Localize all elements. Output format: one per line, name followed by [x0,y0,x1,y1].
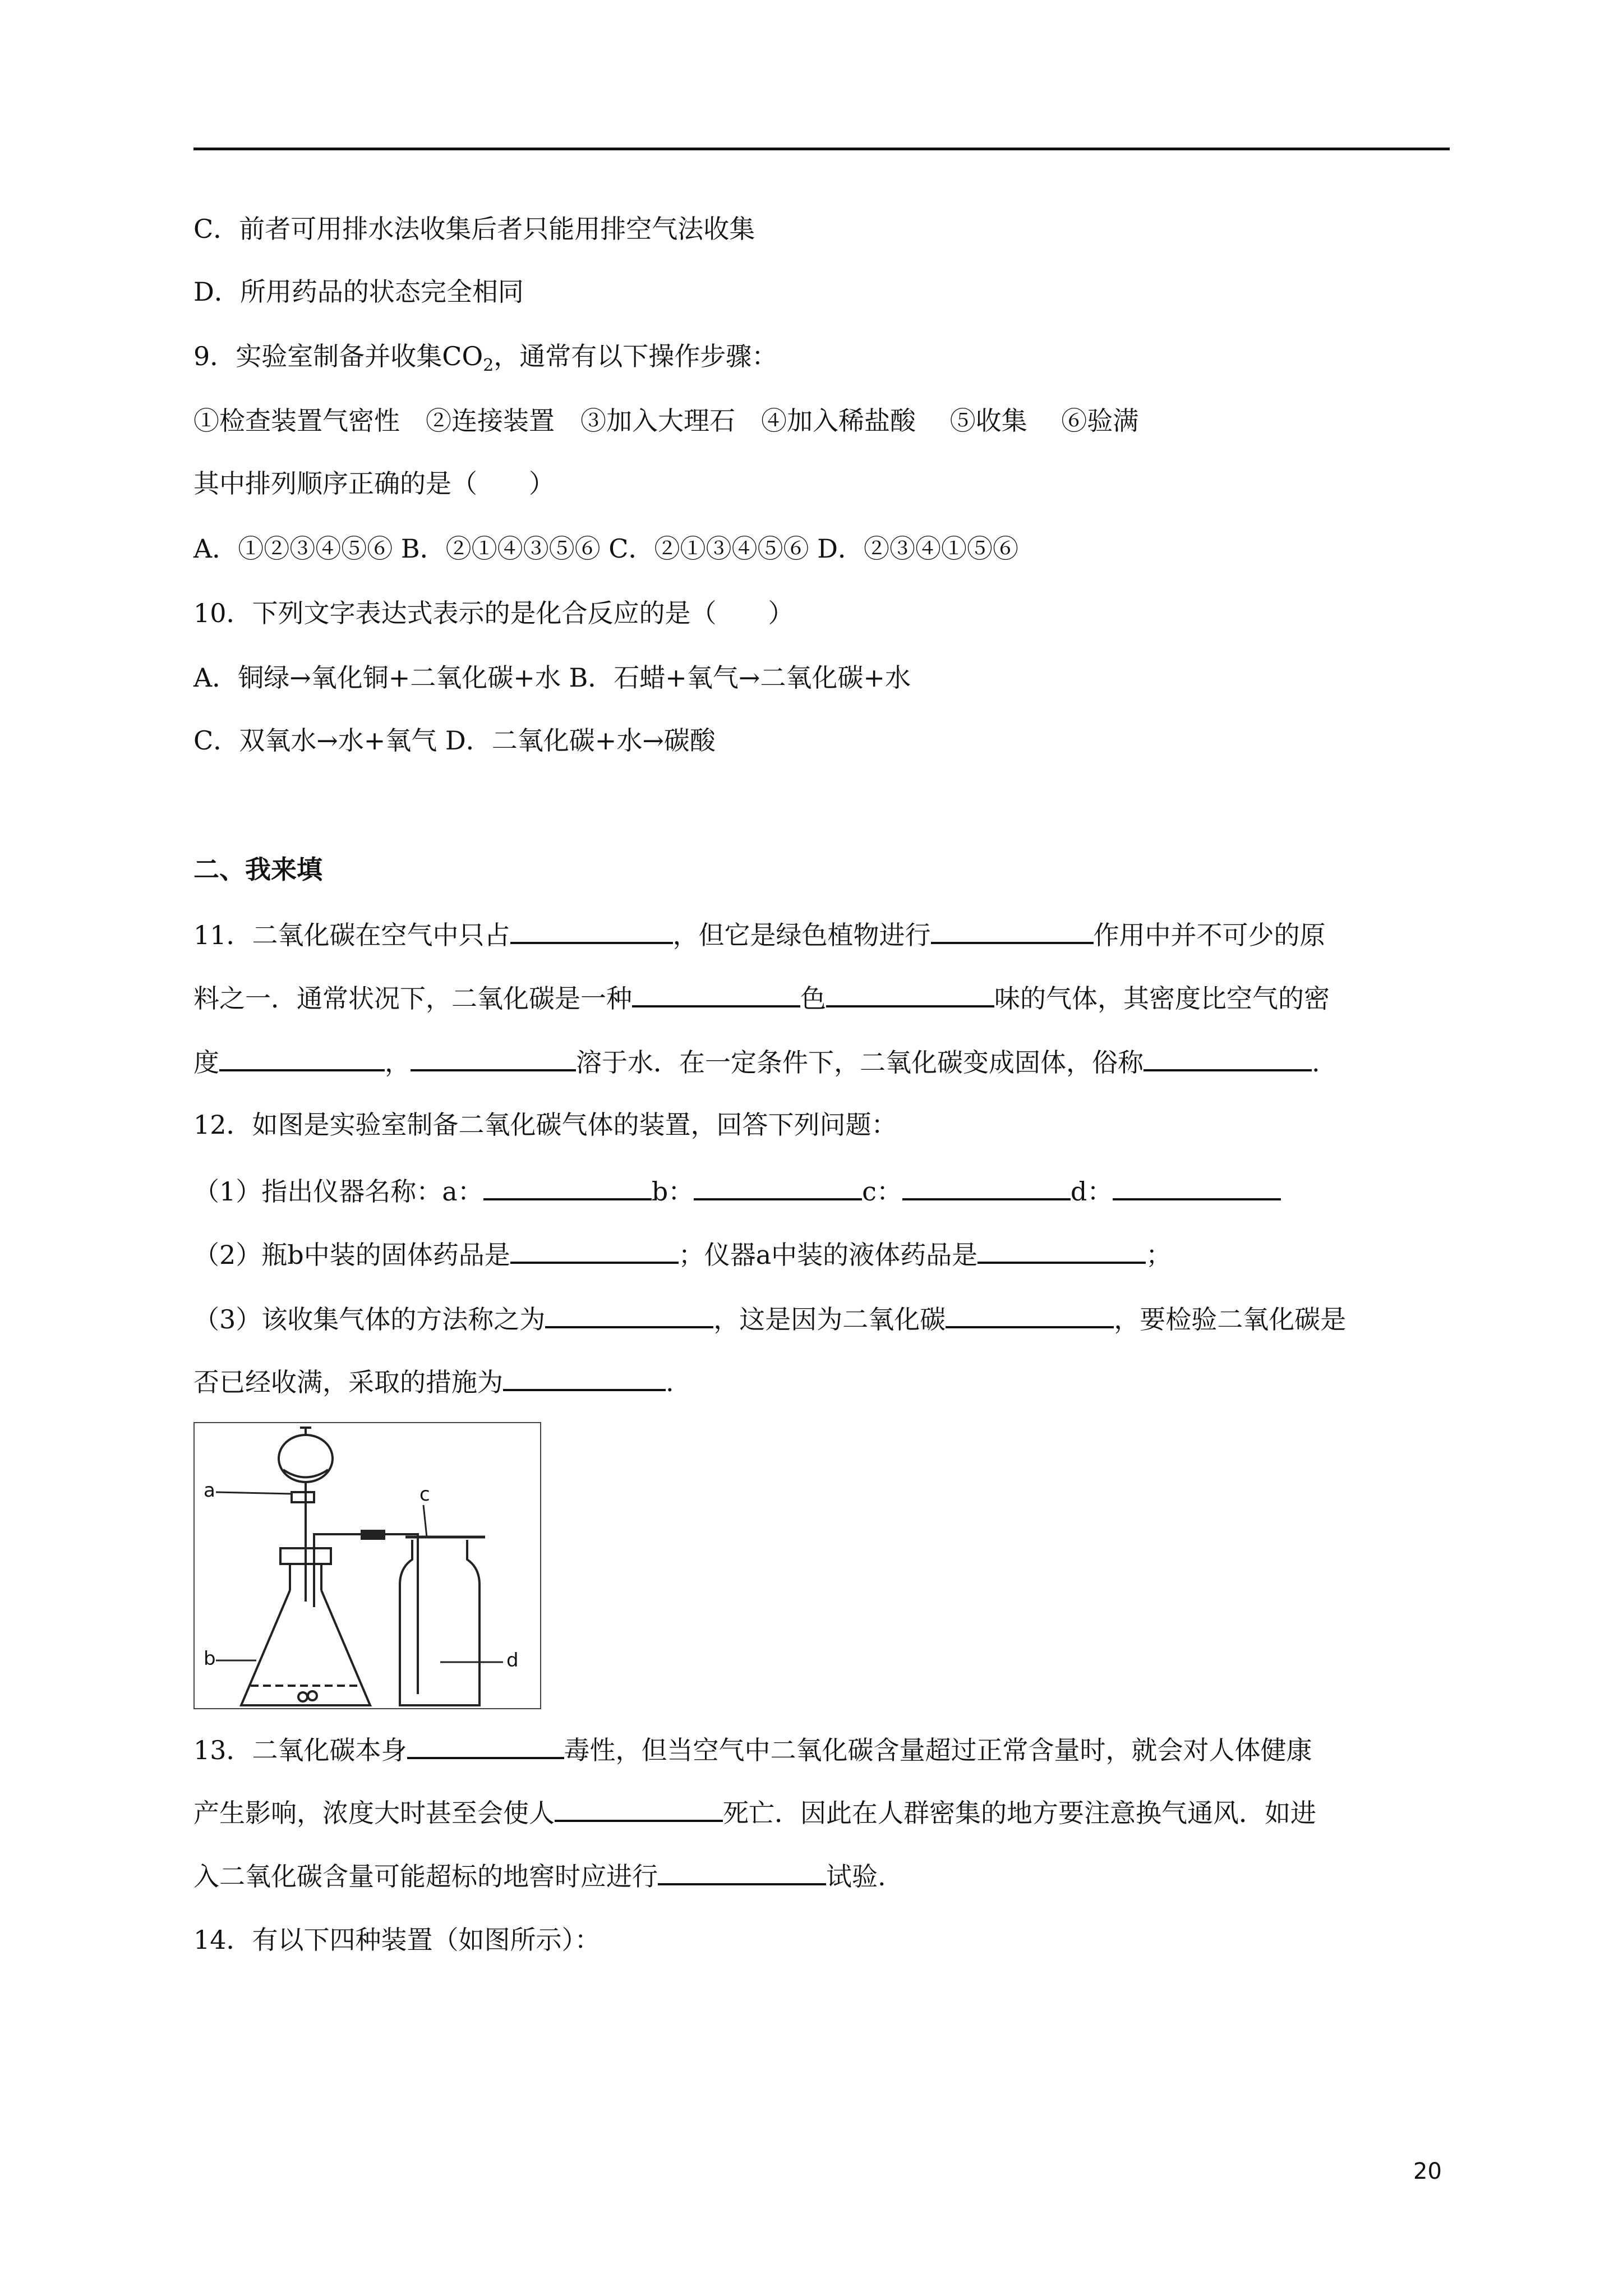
label-d: d [506,1649,519,1672]
question-13-line-3 [193,1858,886,1893]
answer-blank[interactable] [545,1301,713,1328]
question-9-text-b: ，通常有以下操作步骤： [494,341,778,371]
q12-text: ；仪器a中装的液体药品是 [678,1240,978,1270]
q13-text: 产生影响，浓度大时甚至会使人 [193,1798,555,1828]
q12-text: d： [1070,1176,1113,1207]
answer-blank[interactable] [483,1174,652,1200]
answer-blank[interactable] [946,1301,1114,1328]
question-10-stem: 10．下列文字表达式表示的是化合反应的是（ ） [193,598,794,628]
question-12-part-3 [193,1301,1346,1336]
question-9-text-a: 9．实验室制备并收集CO [193,341,483,371]
question-11-line-1 [193,917,1326,952]
question-12-stem: 12．如图是实验室制备二氧化碳气体的装置，回答下列问题： [193,1110,897,1140]
answer-blank[interactable] [510,1237,679,1264]
q12-text: （2）瓶b中装的固体药品是 [193,1240,510,1270]
section-heading: 二、我来填 [193,854,322,885]
q13-text: 毒性，但当空气中二氧化碳含量超过正常含量时，就会对人体健康 [564,1735,1312,1765]
label-a-leader [216,1492,292,1494]
answer-blank[interactable] [407,1732,564,1759]
q12-text: （1）指出仪器名称：a： [193,1176,483,1207]
q13-text: 死亡．因此在人群密集的地方要注意换气通风．如进 [723,1798,1316,1828]
question-12-part-2 [193,1237,1172,1272]
q11-text: . [1312,1047,1320,1078]
q11-text: 色 [800,983,826,1014]
answer-blank[interactable] [658,1858,826,1885]
question-11-line-2 [193,981,1330,1015]
answer-blank[interactable] [1144,1045,1312,1071]
q12-text: ，要检验二氧化碳是 [1114,1304,1347,1335]
answer-blank[interactable] [503,1364,666,1391]
co2-subscript: 2 [483,356,494,376]
q11-text: ， [385,1047,411,1078]
label-b: b [204,1648,216,1670]
q11-text: 味的气体，其密度比空气的密 [994,983,1330,1014]
question-13-line-1 [193,1732,1312,1767]
answer-blank[interactable] [510,917,673,944]
q13-text: 入二氧化碳含量可能超标的地窖时应进行 [193,1861,658,1892]
apparatus-figure [193,1422,541,1709]
answer-blank[interactable] [826,981,994,1007]
q13-text: 13．二氧化碳本身 [193,1735,407,1765]
q12-text: . [666,1367,674,1397]
question-9-options: A．①②③④⑤⑥ B．②①④③⑤⑥ C．②①③④⑤⑥ D．②③④①⑤⑥ [193,533,1018,564]
answer-blank[interactable] [219,1045,385,1071]
page-number: 20 [1413,2159,1442,2184]
question-9-stem [193,339,777,383]
q12-text: ； [1146,1240,1172,1270]
figure-frame [194,1423,541,1709]
header-rule [193,148,1450,150]
q12-text: ，这是因为二氧化碳 [713,1304,946,1335]
q12-text: b： [651,1176,694,1207]
label-c-leader [423,1505,427,1537]
answer-blank[interactable] [931,917,1094,944]
q12-text: （3）该收集气体的方法称之为 [193,1304,546,1335]
separatory-funnel [279,1428,333,1602]
q12-text: c： [862,1176,902,1207]
gas-jar [400,1540,479,1705]
question-14-stem: 14．有以下四种装置（如图所示）： [193,1925,601,1955]
option-c-q8: C．前者可用排水法收集后者只能用排空气法收集 [193,214,755,244]
question-11-line-3 [193,1045,1320,1079]
answer-blank[interactable] [1113,1174,1281,1200]
answer-blank[interactable] [694,1174,862,1200]
answer-blank[interactable] [978,1237,1146,1264]
question-12-part-1 [193,1174,1281,1208]
q11-text: 作用中并不可少的原 [1093,920,1326,950]
question-13-line-2 [193,1795,1316,1830]
q13-text: 试验. [826,1861,886,1892]
q11-text: 溶于水．在一定条件下，二氧化碳变成固体，俗称 [576,1047,1144,1078]
q11-text: ，但它是绿色植物进行 [672,920,931,950]
answer-blank[interactable] [411,1045,576,1071]
question-9-ask: 其中排列顺序正确的是（ ） [193,468,555,499]
answer-blank[interactable] [632,981,800,1007]
option-d-q8: D．所用药品的状态完全相同 [193,277,524,307]
q11-text: 11．二氧化碳在空气中只占 [193,920,510,950]
answer-blank[interactable] [555,1795,723,1822]
question-9-steps: ①检查装置气密性 ②连接装置 ③加入大理石 ④加入稀盐酸 ⑤收集 ⑥验满 [193,406,1139,436]
label-c: c [419,1483,430,1506]
answer-blank[interactable] [902,1174,1071,1200]
q11-text: 度 [193,1047,219,1078]
q11-text: 料之一．通常状况下，二氧化碳是一种 [193,983,632,1014]
q12-text: 否已经收满，采取的措施为 [193,1367,503,1397]
label-a: a [204,1479,215,1502]
question-10-options-cd: C．双氧水→水+氧气 D．二氧化碳+水→碳酸 [193,725,716,756]
question-10-options-ab: A．铜绿→氧化铜+二氧化碳+水 B．石蜡+氧气→二氧化碳+水 [193,662,911,693]
question-12-part-3-cont [193,1364,674,1399]
